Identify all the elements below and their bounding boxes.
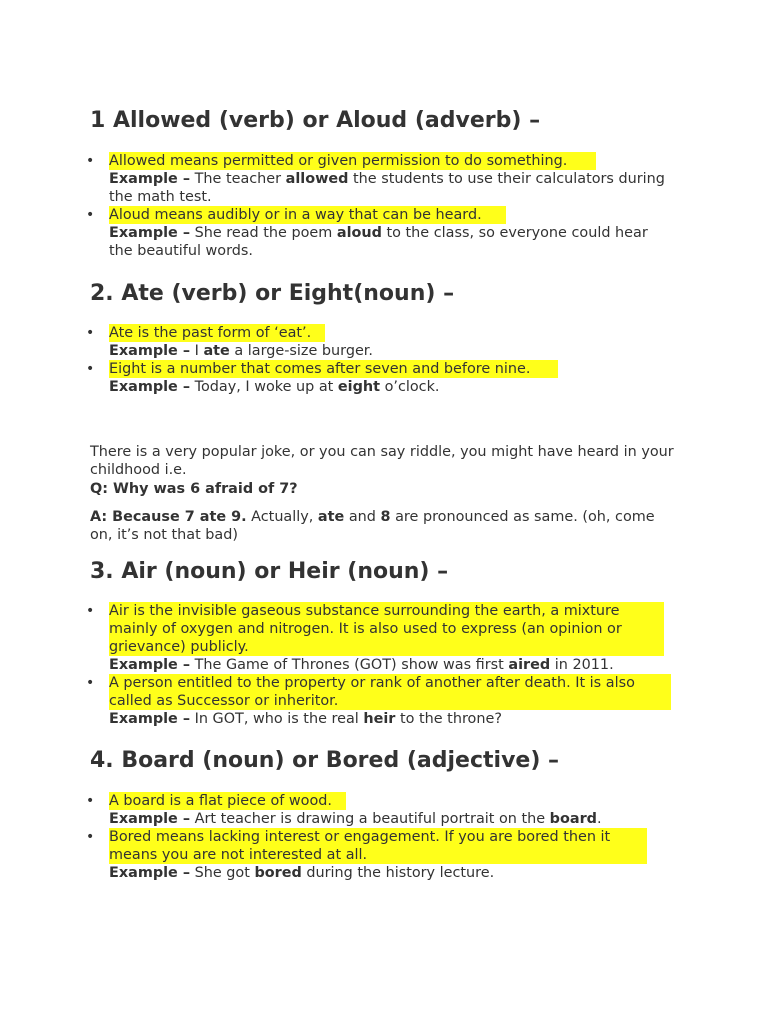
section-1-heading: 1 Allowed (verb) or Aloud (adverb) – [90, 108, 541, 133]
example-text [109, 224, 654, 260]
example-word: aired [508, 657, 551, 673]
bullet-icon: • [86, 361, 95, 377]
example-text [109, 810, 669, 828]
list-item [0, 674, 768, 728]
example-word: allowed [285, 171, 349, 187]
example-post: the students to use their calculators during the math test. [109, 171, 665, 205]
example-pre: She got [190, 865, 255, 881]
example-label: Example – [109, 343, 191, 359]
example-word: board [549, 811, 597, 827]
section-3-heading: 3. Air (noun) or Heir (noun) – [90, 559, 449, 584]
bullet-icon: • [86, 675, 95, 691]
list-item [0, 324, 768, 360]
answer-bold: A: Because 7 ate 9. [90, 509, 247, 525]
example-post: during the history lecture. [301, 865, 495, 881]
bullet-icon: • [86, 793, 95, 809]
bullet-icon: • [86, 153, 95, 169]
section-2-list [0, 324, 768, 396]
example-label: Example – [109, 171, 191, 187]
example-post: . [596, 811, 602, 827]
example-pre: She read the poem [190, 225, 337, 241]
example-label: Example – [109, 225, 191, 241]
example-post: o’clock. [380, 379, 440, 395]
list-item [0, 360, 768, 396]
definition-text: A board is a flat piece of wood. [109, 792, 346, 810]
bullet-icon: • [86, 207, 95, 223]
section-4-list [0, 792, 768, 882]
definition-text: Air is the invisible gaseous substance surrounding the earth, a mixture mainly of oxygen and nitrogen. It is also used to express (an opinion or grievance) publicly. [109, 602, 664, 656]
answer-text: and [344, 509, 381, 525]
example-post: to the class, so everyone could hear the beautiful words. [109, 225, 648, 259]
section-2-heading: 2. Ate (verb) or Eight(noun) – [90, 281, 455, 306]
example-text [109, 342, 669, 360]
example-label: Example – [109, 811, 191, 827]
example-post: to the throne? [395, 711, 502, 727]
example-word: aloud [336, 225, 382, 241]
list-item [0, 206, 768, 260]
example-label: Example – [109, 379, 191, 395]
example-label: Example – [109, 657, 191, 673]
joke-question [90, 480, 690, 498]
example-label: Example – [109, 711, 191, 727]
example-label: Example – [109, 865, 191, 881]
bullet-icon: • [86, 325, 95, 341]
joke-answer [90, 508, 660, 544]
example-text [109, 170, 669, 206]
definition-text: Aloud means audibly or in a way that can be heard. [109, 206, 506, 224]
bullet-icon: • [86, 829, 95, 845]
list-item [0, 828, 768, 882]
definition-text: Eight is a number that comes after seven and before nine. [109, 360, 558, 378]
example-text [109, 710, 669, 728]
example-pre: Art teacher is drawing a beautiful portrait on the [190, 811, 550, 827]
joke-intro: There is a very popular joke, or you can say riddle, you might have heard in your childhood i.e. [90, 444, 674, 478]
example-word: bored [254, 865, 302, 881]
example-word: eight [337, 379, 381, 395]
list-item [0, 792, 768, 828]
example-pre: The teacher [190, 171, 286, 187]
definition-text: Ate is the past form of ‘eat’. [109, 324, 325, 342]
bullet-icon: • [86, 603, 95, 619]
section-1-list [0, 152, 768, 260]
list-item [0, 602, 768, 674]
question-text: Q: Why was 6 afraid of 7? [90, 481, 298, 497]
example-word: ate [203, 343, 230, 359]
definition-text: A person entitled to the property or rank of another after death. It is also called as Successor or inheritor. [109, 674, 671, 710]
answer-word: ate [317, 509, 345, 525]
answer-text: Actually, [246, 509, 318, 525]
example-post: a large-size burger. [229, 343, 373, 359]
definition-text: Bored means lacking interest or engagement. If you are bored then it means you are not interested at all. [109, 828, 647, 864]
list-item [0, 152, 768, 206]
example-text [109, 378, 669, 396]
example-pre: The Game of Thrones (GOT) show was first [190, 657, 509, 673]
answer-word: 8 [380, 509, 391, 525]
example-pre: In GOT, who is the real [190, 711, 364, 727]
example-text [109, 864, 669, 882]
example-pre: Today, I woke up at [190, 379, 338, 395]
example-post: in 2011. [550, 657, 614, 673]
section-3-list [0, 602, 768, 728]
example-pre: I [190, 343, 204, 359]
section-4-heading: 4. Board (noun) or Bored (adjective) – [90, 748, 560, 773]
example-word: heir [363, 711, 396, 727]
answer-text: are pronounced as same. (oh, come on, it’s not that bad) [90, 509, 655, 543]
example-text [109, 656, 669, 674]
definition-text: Allowed means permitted or given permission to do something. [109, 152, 596, 170]
